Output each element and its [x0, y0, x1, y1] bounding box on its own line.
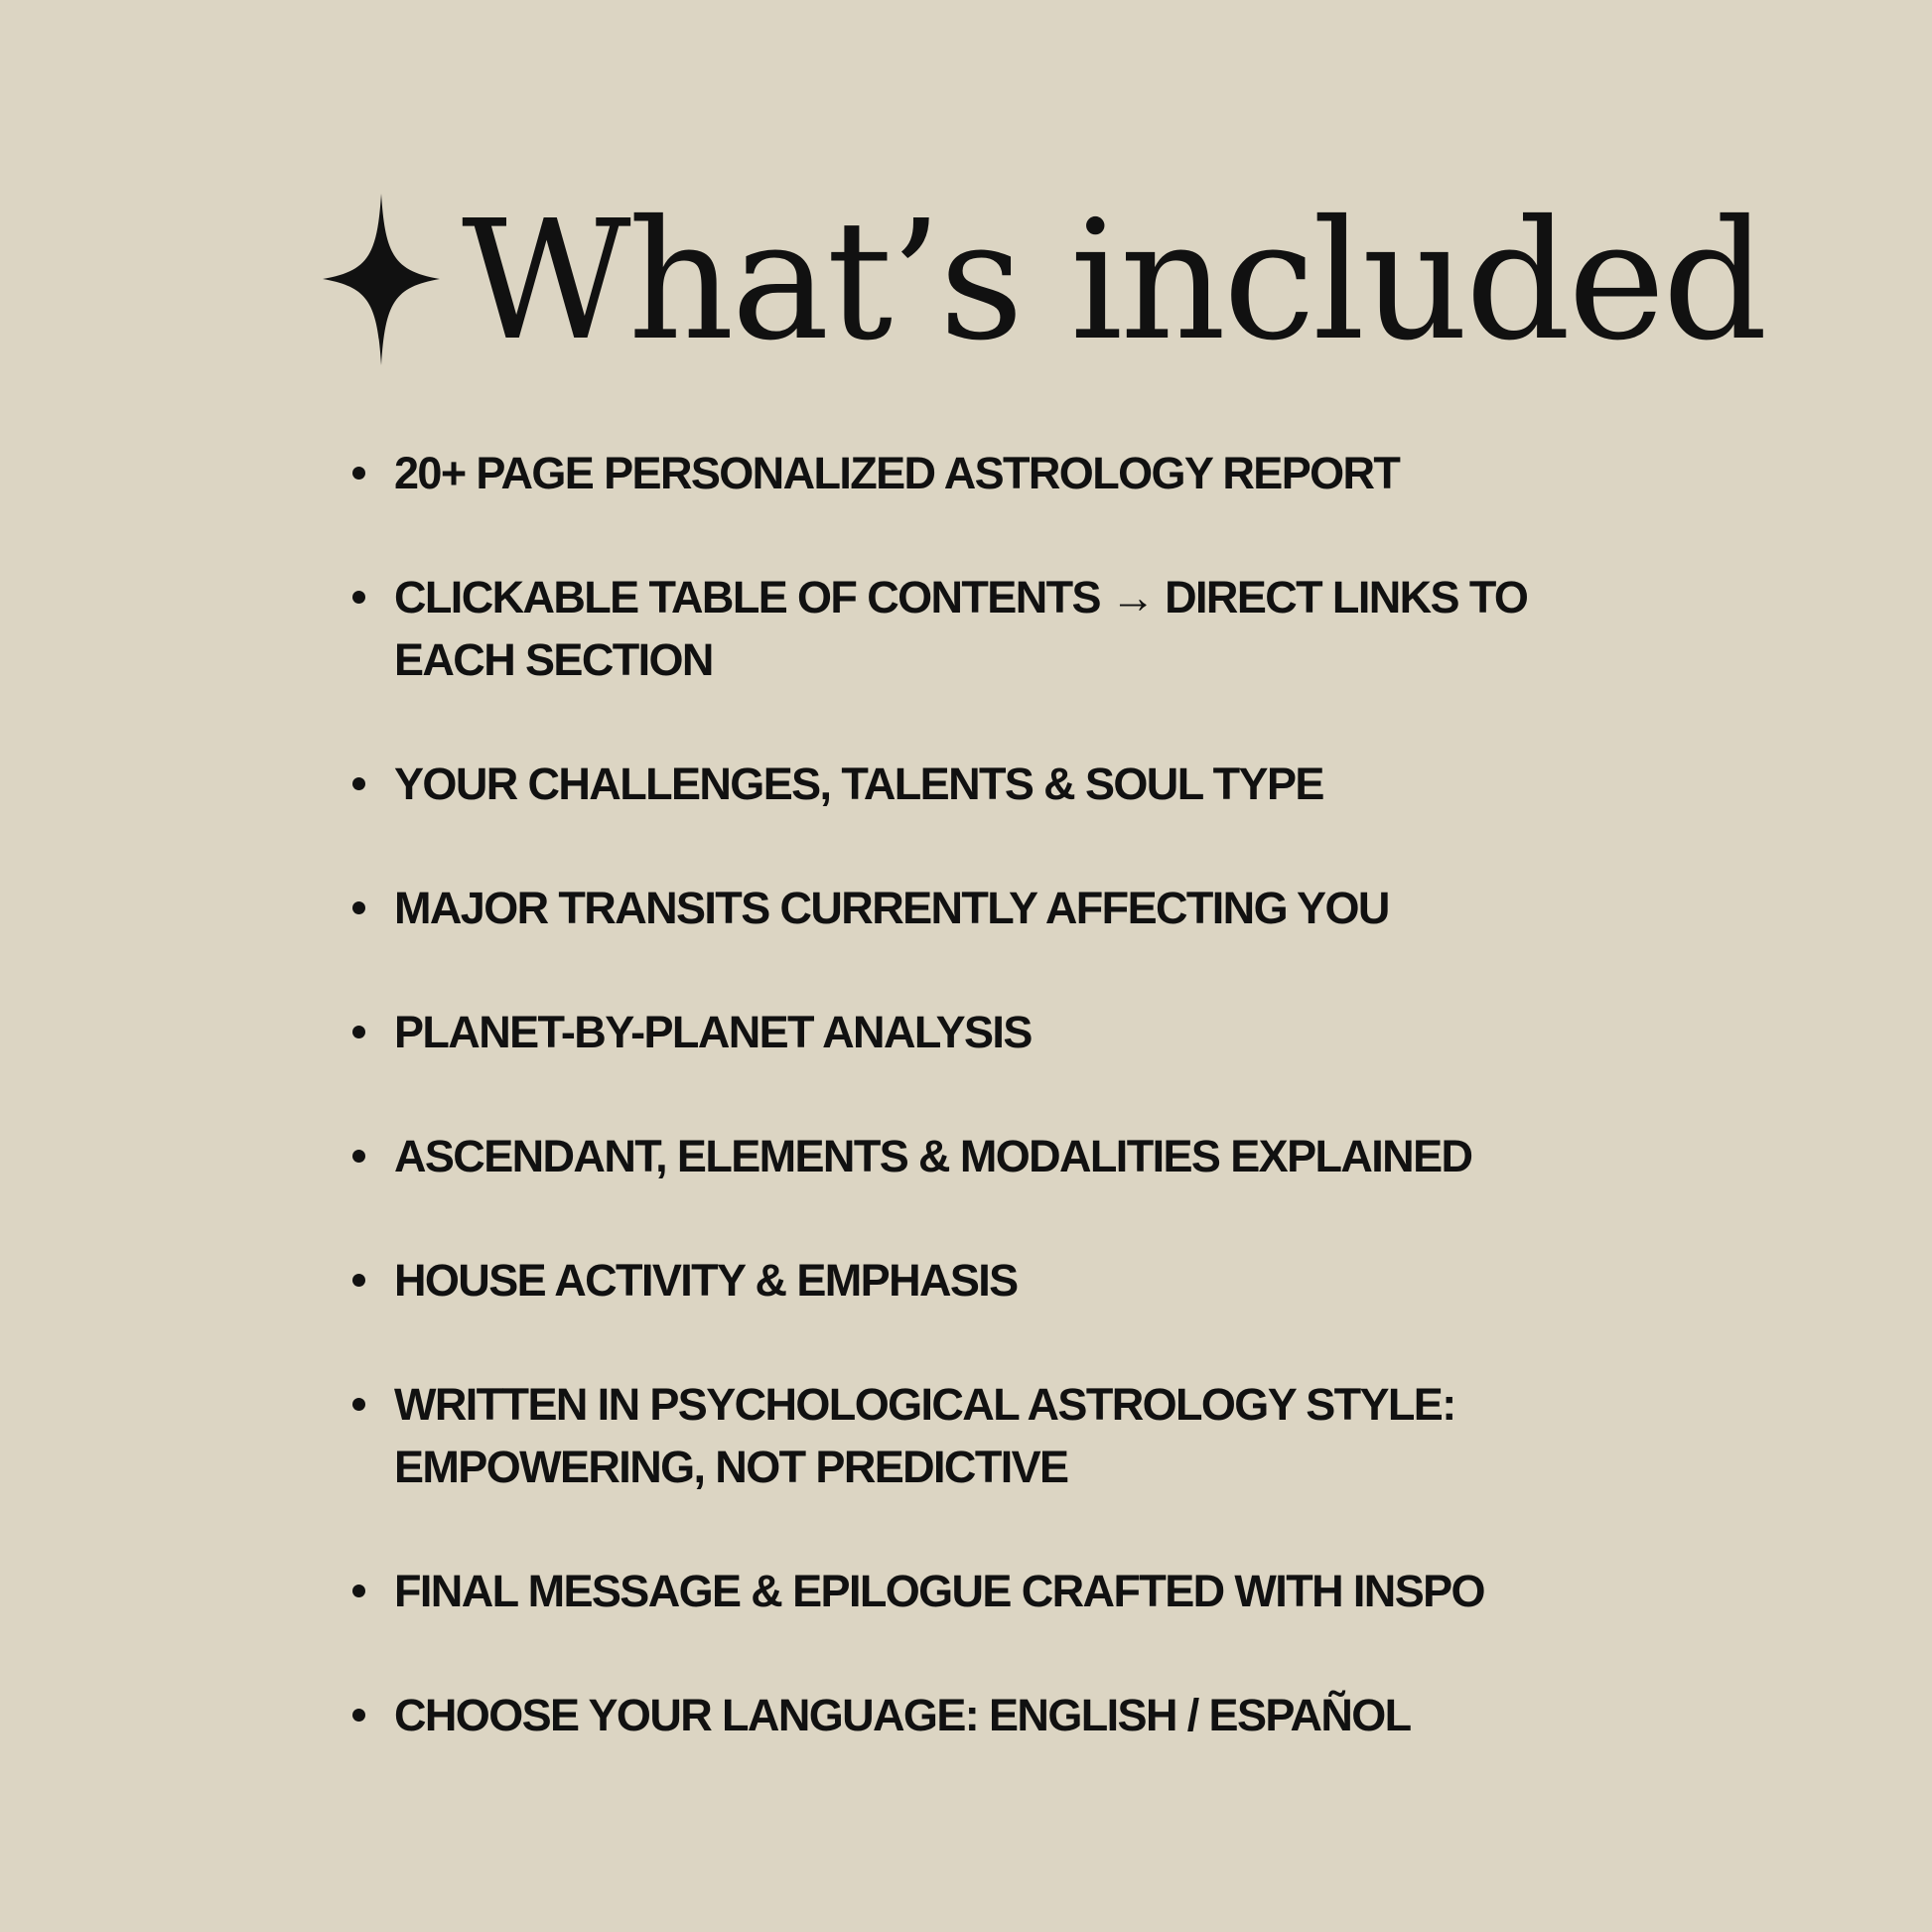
feature-item — [347, 1249, 1638, 1311]
feature-text: FINAL MESSAGE & EPILOGUE CRAFTED WITH INSPO — [394, 1566, 1484, 1616]
features-list — [347, 442, 1638, 1808]
feature-item — [347, 1373, 1638, 1498]
feature-item — [347, 753, 1638, 815]
feature-item — [347, 442, 1638, 504]
bullet-icon — [352, 777, 365, 790]
bullet-icon — [352, 467, 365, 480]
bullet-icon — [352, 1709, 365, 1722]
feature-text: MAJOR TRANSITS CURRENTLY AFFECTING YOU — [394, 883, 1389, 933]
feature-item — [347, 1125, 1638, 1187]
feature-text: YOUR CHALLENGES, TALENTS & SOUL TYPE — [394, 759, 1323, 809]
feature-text: CLICKABLE TABLE OF CONTENTS → DIRECT LINKS TO EACH SECTION — [394, 572, 1528, 685]
header — [323, 186, 1765, 377]
bullet-icon — [352, 1150, 365, 1163]
bullet-icon — [352, 591, 365, 604]
sparkle-icon — [323, 194, 440, 365]
feature-text: PLANET-BY-PLANET ANALYSIS — [394, 1007, 1032, 1057]
bullet-icon — [352, 1274, 365, 1287]
feature-text: ASCENDANT, ELEMENTS & MODALITIES EXPLAINED — [394, 1131, 1472, 1181]
feature-item — [347, 1001, 1638, 1063]
feature-item — [347, 877, 1638, 939]
bullet-icon — [352, 901, 365, 914]
page-title: What’s included — [462, 186, 1765, 377]
feature-text: CHOOSE YOUR LANGUAGE: ENGLISH / ESPAÑOL — [394, 1690, 1411, 1740]
feature-text: HOUSE ACTIVITY & EMPHASIS — [394, 1255, 1018, 1306]
bullet-icon — [352, 1585, 365, 1597]
bullet-icon — [352, 1026, 365, 1038]
feature-text: WRITTEN IN PSYCHOLOGICAL ASTROLOGY STYLE: EMPOWERING, NOT PREDICTIVE — [394, 1379, 1455, 1492]
feature-item — [347, 1560, 1638, 1622]
bullet-icon — [352, 1398, 365, 1411]
feature-item — [347, 566, 1638, 691]
feature-text: 20+ PAGE PERSONALIZED ASTROLOGY REPORT — [394, 448, 1400, 498]
feature-item — [347, 1684, 1638, 1746]
